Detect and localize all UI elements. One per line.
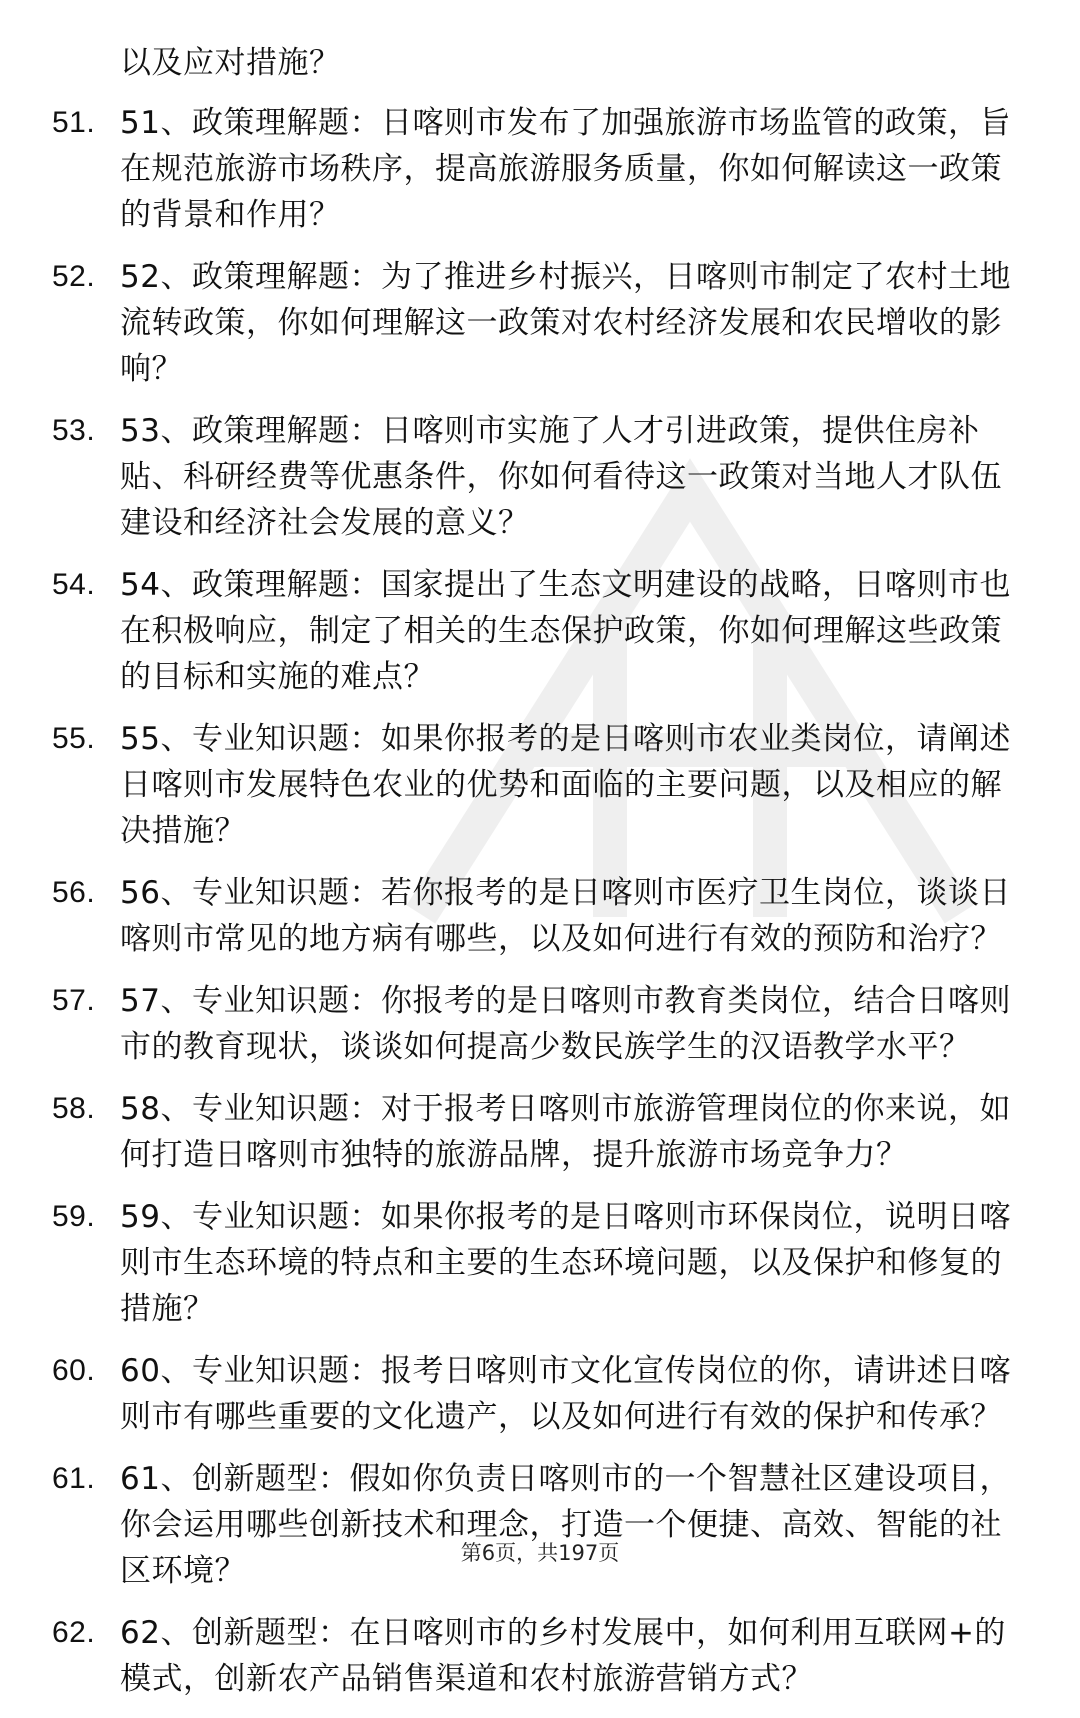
question-text: 54、政策理解题：国家提出了生态文明建设的战略，日喀则市也在积极响应，制定了相关的生态保护政策，你如何理解这些政策的目标和实施的难点？ <box>120 567 1011 695</box>
question-text: 59、专业知识题：如果你报考的是日喀则市环保岗位，说明日喀则市生态环境的特点和主要的生态环境问题，以及保护和修复的措施？ <box>120 1199 1011 1327</box>
question-number: 56. <box>52 876 96 909</box>
continued-question-text: 以及应对措施？ <box>120 45 341 81</box>
question-number: 55. <box>52 722 96 755</box>
question-item <box>0 1348 1080 1440</box>
question-item <box>0 100 1080 238</box>
page-number-footer: 第6页，共197页 <box>460 1541 620 1565</box>
question-list <box>0 100 1080 1718</box>
question-item <box>0 1456 1080 1594</box>
question-text: 57、专业知识题：你报考的是日喀则市教育类岗位，结合日喀则市的教育现状，谈谈如何提高少数民族学生的汉语教学水平？ <box>120 983 1011 1065</box>
question-number: 62. <box>52 1616 96 1649</box>
question-item <box>0 1610 1080 1702</box>
question-number: 51. <box>52 106 96 139</box>
question-text: 55、专业知识题：如果你报考的是日喀则市农业类岗位，请阐述日喀则市发展特色农业的优势和面临的主要问题，以及相应的解决措施？ <box>120 721 1011 849</box>
question-text: 62、创新题型：在日喀则市的乡村发展中，如何利用互联网+的模式，创新农产品销售渠道和农村旅游营销方式？ <box>120 1615 1006 1697</box>
question-item <box>0 1194 1080 1332</box>
question-item <box>0 870 1080 962</box>
question-number: 61. <box>52 1462 96 1495</box>
question-text: 58、专业知识题：对于报考日喀则市旅游管理岗位的你来说，如何打造日喀则市独特的旅游品牌，提升旅游市场竞争力？ <box>120 1091 1011 1173</box>
question-text: 51、政策理解题：日喀则市发布了加强旅游市场监管的政策，旨在规范旅游市场秩序，提高旅游服务质量，你如何解读这一政策的背景和作用？ <box>120 105 1011 233</box>
question-text: 56、专业知识题：若你报考的是日喀则市医疗卫生岗位，谈谈日喀则市常见的地方病有哪些，以及如何进行有效的预防和治疗？ <box>120 875 1011 957</box>
question-item <box>0 1086 1080 1178</box>
question-number: 58. <box>52 1092 96 1125</box>
question-number: 60. <box>52 1354 96 1387</box>
question-number: 57. <box>52 984 96 1017</box>
question-item <box>0 562 1080 700</box>
question-number: 52. <box>52 260 96 293</box>
question-item <box>0 254 1080 392</box>
question-text: 60、专业知识题：报考日喀则市文化宣传岗位的你，请讲述日喀则市有哪些重要的文化遗产，以及如何进行有效的保护和传承？ <box>120 1353 1011 1435</box>
question-item <box>0 716 1080 854</box>
question-item <box>0 978 1080 1070</box>
question-number: 59. <box>52 1200 96 1233</box>
question-number: 54. <box>52 568 96 601</box>
question-text: 53、政策理解题：日喀则市实施了人才引进政策，提供住房补贴、科研经费等优惠条件，你如何看待这一政策对当地人才队伍建设和经济社会发展的意义？ <box>120 413 1002 541</box>
question-text: 61、创新题型：假如你负责日喀则市的一个智慧社区建设项目，你会运用哪些创新技术和理念，打造一个便捷、高效、智能的社区环境？ <box>120 1461 1011 1589</box>
question-item <box>0 408 1080 546</box>
question-text: 52、政策理解题：为了推进乡村振兴，日喀则市制定了农村土地流转政策，你如何理解这一政策对农村经济发展和农民增收的影响？ <box>120 259 1011 387</box>
question-number: 53. <box>52 414 96 447</box>
